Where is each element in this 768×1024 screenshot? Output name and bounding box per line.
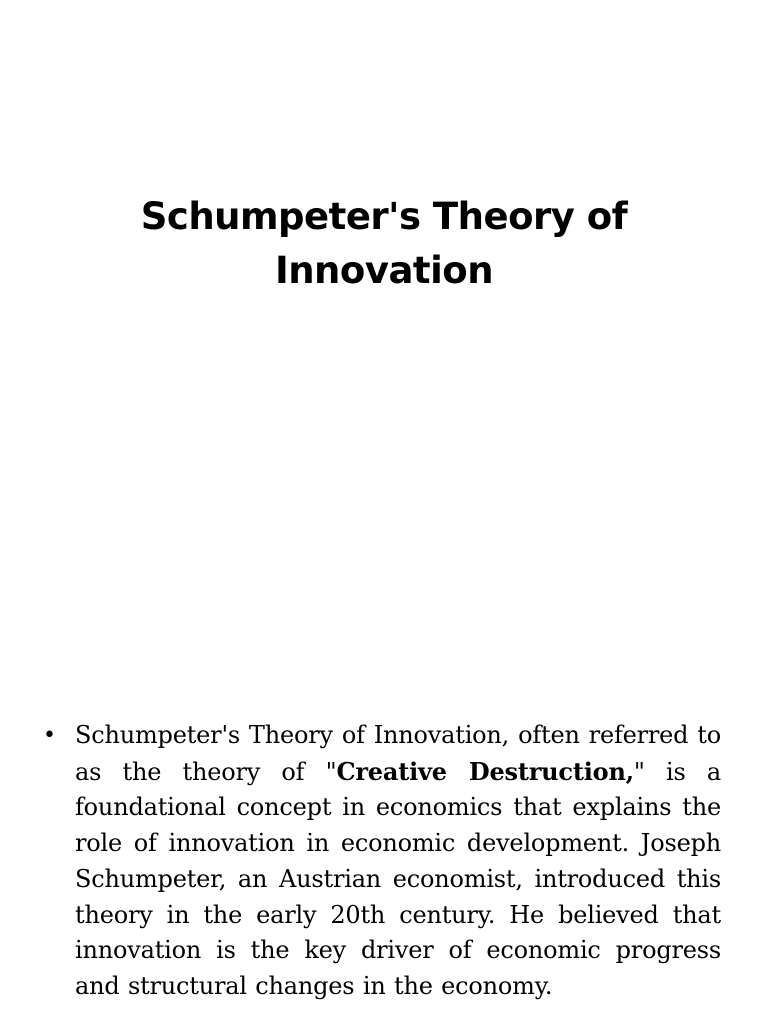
page-title: Schumpeter's Theory of Innovation (140, 195, 628, 292)
bullet-text-intro: Schumpeter's Theory of Innovation, often referred to as the theory of " (75, 721, 721, 786)
bullet-text-rest: " is a foundational concept in economics that explains the role of innovation in economic development. Joseph Schumpeter, an Austrian economist, introduced this theory in the early 20th century. He believed that innovation is the key driver of economic progress and structural changes in the economy. (75, 757, 721, 1000)
bullet-marker: • (43, 723, 56, 748)
bullet-paragraph (75, 718, 721, 1005)
bullet-bold-phrase: Creative Destruction, (336, 756, 634, 786)
bullet-list (43, 718, 721, 1005)
list-item (43, 718, 721, 1005)
